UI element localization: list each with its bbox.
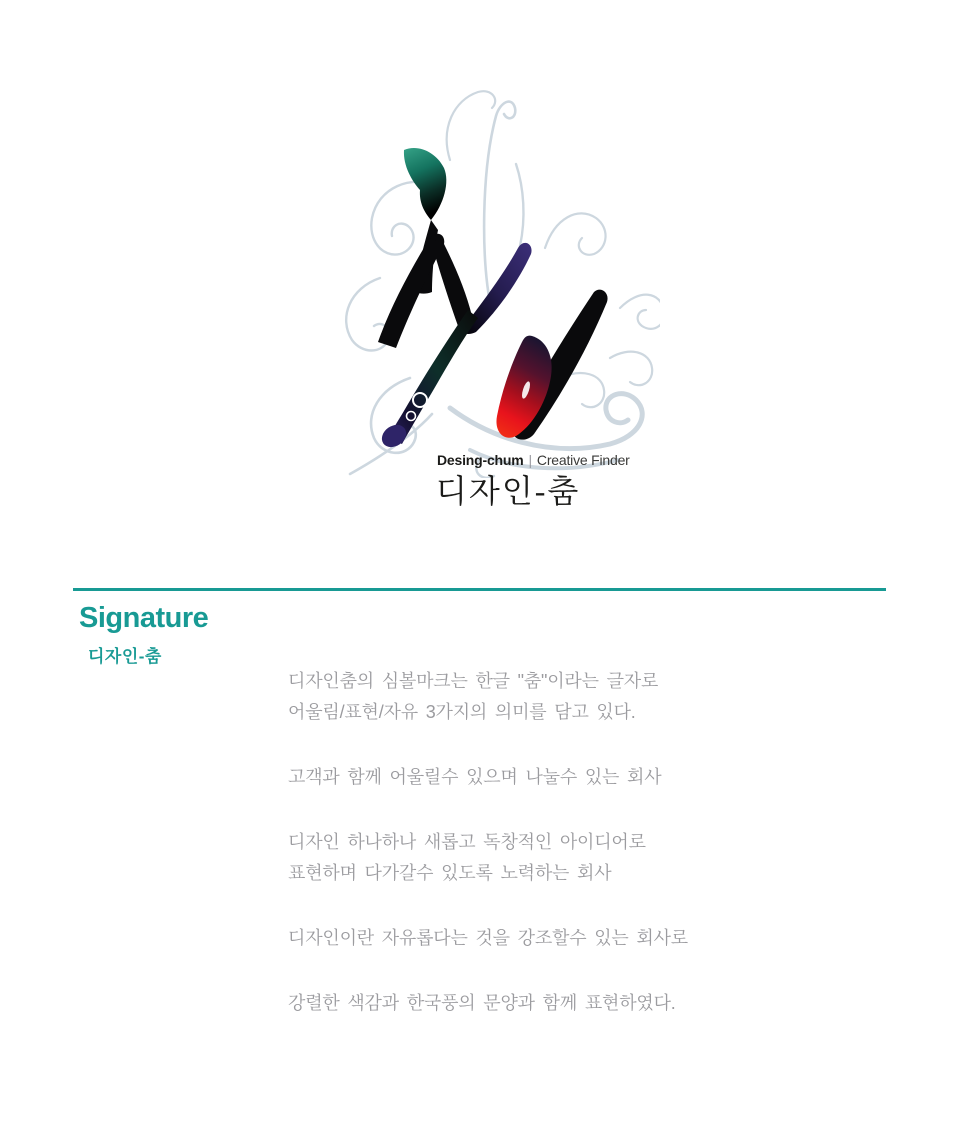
paragraph-color-pattern (288, 988, 848, 1019)
section-title: Signature (79, 602, 209, 634)
paragraph-harmony (288, 762, 848, 793)
section-divider-rule (73, 588, 886, 591)
stroke-teal-hook (404, 148, 446, 220)
text-line: 디자인 하나하나 새롭고 독창적인 아이디어로 (288, 832, 646, 852)
brand-name-en: Desing-chum (437, 452, 524, 468)
text-line: 표현하며 다가갈수 있도록 노력하는 회사 (288, 863, 612, 883)
brush-strokes (378, 148, 608, 452)
stroke-zigzag-mid (430, 238, 472, 326)
text-line: 어울림/표현/자유 3가지의 의미를 담고 있다. (288, 702, 636, 722)
text-line: 강렬한 색감과 한국풍의 문양과 함께 표현하였다. (288, 993, 676, 1013)
brand-tagline: Creative Finder (536, 452, 630, 468)
text-line: 디자인이란 자유롭다는 것을 강조할수 있는 회사로 (288, 928, 688, 948)
text-line: 디자인춤의 심볼마크는 한글 "춤"이라는 글자로 (288, 671, 659, 691)
text-line: 고객과 함께 어울릴수 있으며 나눌수 있는 회사 (288, 767, 662, 787)
brand-wordmark-ko: 디자인-춤 (436, 473, 581, 509)
paragraph-symbol-meaning (288, 666, 848, 728)
chum-symbol-mark (320, 78, 660, 478)
signature-description (288, 666, 848, 1053)
section-subtitle: 디자인-춤 (88, 647, 162, 666)
paragraph-freedom (288, 923, 848, 954)
paragraph-expression (288, 827, 848, 889)
brand-divider-bar: | (528, 452, 532, 468)
